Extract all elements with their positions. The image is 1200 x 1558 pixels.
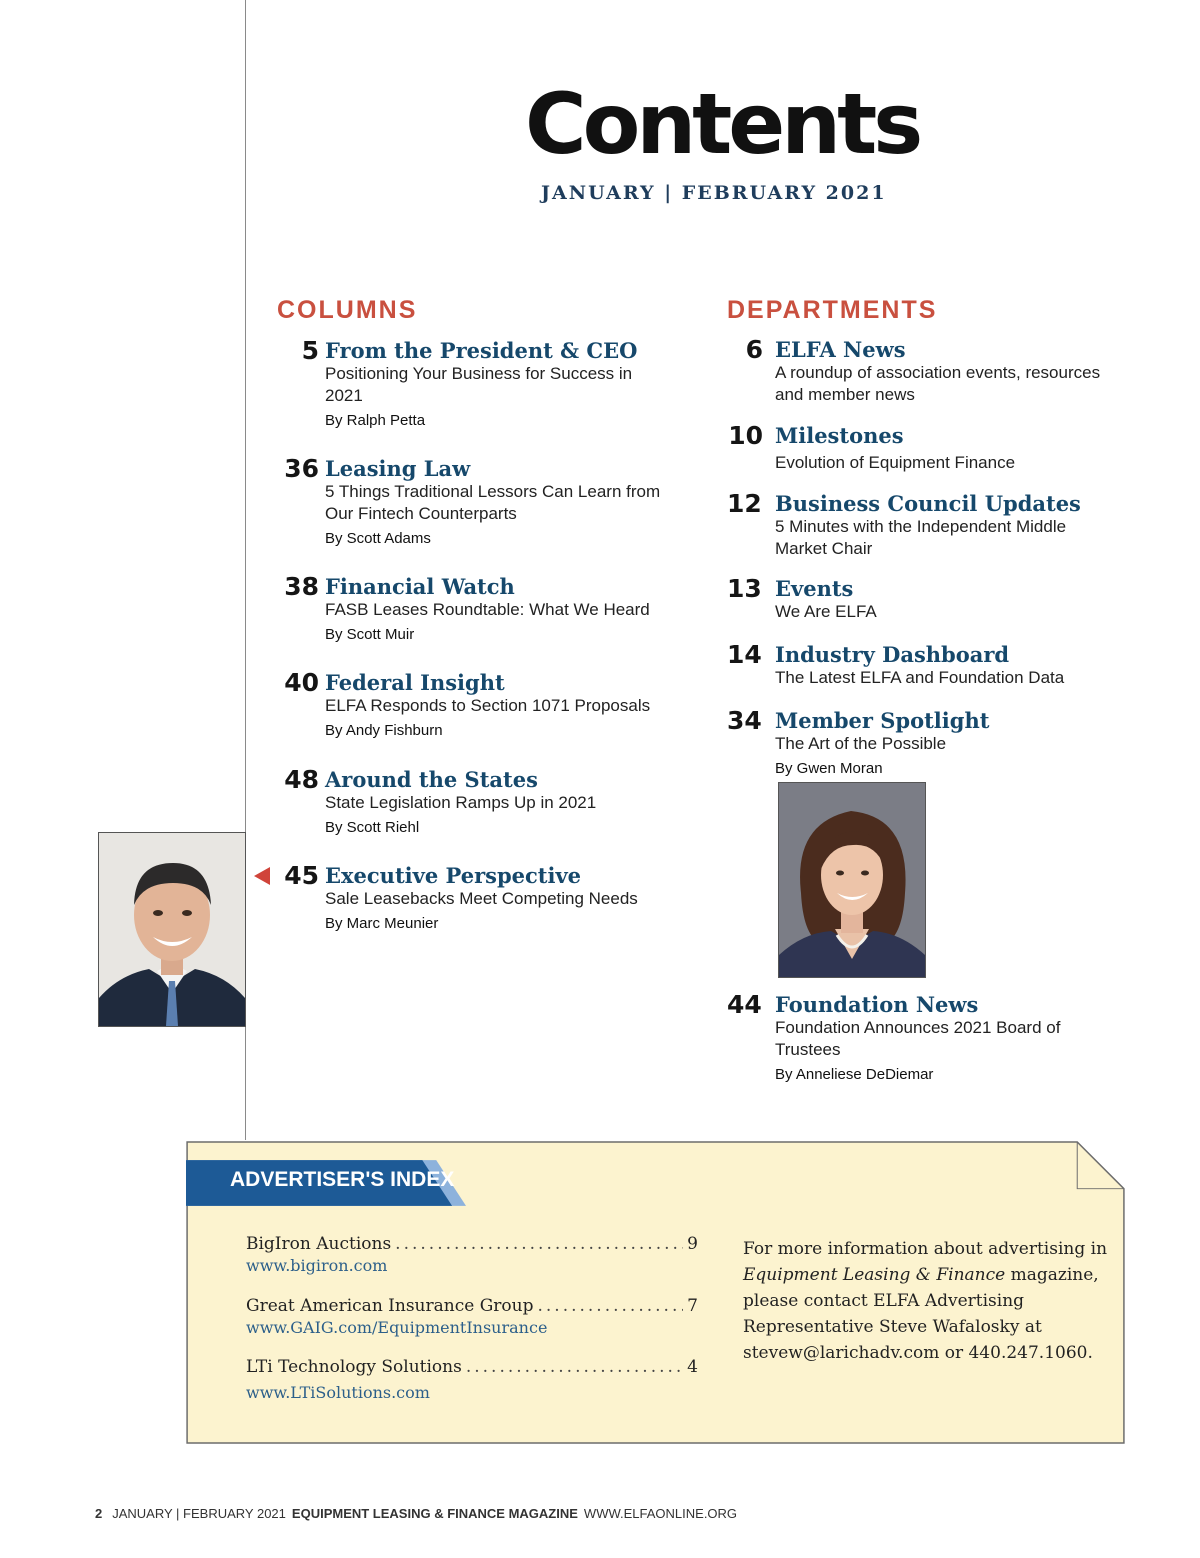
entry-byline: By Anneliese DeDiemar [775, 1066, 934, 1083]
advertiser-page: 7 [687, 1296, 698, 1316]
executive-portrait [98, 832, 246, 1027]
entry-title[interactable]: Business Council Updates [775, 491, 1081, 516]
advertiser-name: BigIron Auctions [246, 1234, 392, 1254]
advertiser-name: LTi Technology Solutions [246, 1357, 462, 1377]
entry-description: Foundation Announces 2021 Board of Trustees [775, 1018, 1061, 1059]
magazine-name: Equipment Leasing & Finance [743, 1265, 1006, 1285]
entry-title[interactable]: Industry Dashboard [775, 642, 1010, 667]
columns-heading: COLUMNS [277, 296, 418, 324]
page-number: 6 [745, 335, 763, 364]
footer-page-number: 2 [95, 1506, 103, 1521]
entry-title[interactable]: Federal Insight [325, 670, 505, 695]
advertiser-page: 4 [687, 1357, 698, 1377]
entry-byline: By Gwen Moran [775, 760, 883, 777]
entry-title[interactable]: Events [775, 576, 854, 601]
departments-heading: DEPARTMENTS [727, 296, 938, 324]
entry-description: 5 Things Traditional Lessors Can Learn from Our Fintech Counterparts [325, 482, 661, 523]
page-title: Contents [525, 75, 920, 173]
page-number: 44 [727, 990, 762, 1019]
entry-byline: By Scott Muir [325, 626, 415, 643]
entry-description: A roundup of association events, resources and member news [775, 363, 1101, 404]
entry-byline: By Andy Fishburn [325, 722, 443, 739]
contact-text-start: For more information about advertising in [743, 1239, 1108, 1259]
advertiser-url[interactable]: www.bigiron.com [246, 1256, 388, 1275]
advertising-contact-info [743, 1236, 1113, 1366]
page-number: 38 [284, 572, 319, 601]
entry-title[interactable]: Milestones [775, 423, 904, 448]
footer-issue: JANUARY | FEBRUARY 2021 [112, 1506, 286, 1521]
entry-title[interactable]: Foundation News [775, 992, 979, 1017]
entry-title[interactable]: Executive Perspective [325, 863, 582, 888]
entry-title[interactable]: From the President & CEO [325, 338, 638, 363]
entry-description: Positioning Your Business for Success in 2021 [325, 364, 633, 405]
leader-dots [537, 1296, 683, 1316]
pointer-arrow-icon [254, 867, 270, 885]
leader-dots [466, 1357, 683, 1377]
entry-description: The Latest ELFA and Foundation Data [775, 668, 1065, 687]
entry-byline: By Ralph Petta [325, 412, 426, 429]
leader-dots [395, 1234, 683, 1254]
footer-website[interactable]: WWW.ELFAONLINE.ORG [583, 1506, 738, 1521]
issue-date: JANUARY | FEBRUARY 2021 [541, 182, 887, 204]
advertiser-entry [246, 1357, 698, 1402]
advertiser-entry [246, 1296, 698, 1337]
entry-byline: By Marc Meunier [325, 915, 439, 932]
page-number: 45 [284, 861, 319, 890]
page-number: 5 [301, 336, 319, 365]
page-number: 12 [727, 489, 762, 518]
advertiser-entry [246, 1234, 698, 1275]
entry-description: FASB Leases Roundtable: What We Heard [325, 600, 650, 619]
advertiser-url[interactable]: www.GAIG.com/EquipmentInsurance [246, 1318, 548, 1337]
contact-text-end: magazine, please contact ELFA Advertising Representative Steve Wafalosky at stevew@larichadv.com or 440.247.1060. [743, 1265, 1099, 1363]
entry-description: The Art of the Possible [775, 734, 947, 753]
entry-description: State Legislation Ramps Up in 2021 [325, 793, 597, 812]
spotlight-portrait [778, 782, 926, 978]
page-number: 36 [284, 454, 319, 483]
advertiser-url[interactable]: www.LTiSolutions.com [246, 1383, 430, 1402]
entry-description: Sale Leasebacks Meet Competing Needs [325, 889, 638, 908]
entry-description: 5 Minutes with the Independent Middle Market Chair [775, 517, 1067, 558]
entry-description: We Are ELFA [775, 602, 877, 621]
page-number: 48 [284, 765, 319, 794]
entry-description: ELFA Responds to Section 1071 Proposals [325, 696, 651, 715]
page-number: 13 [727, 574, 762, 603]
entry-byline: By Scott Riehl [325, 819, 420, 836]
entry-title[interactable]: Member Spotlight [775, 708, 990, 733]
entry-title[interactable]: Around the States [325, 767, 538, 792]
page-number: 10 [728, 421, 763, 450]
entry-byline: By Scott Adams [325, 530, 431, 547]
entry-description: Evolution of Equipment Finance [775, 453, 1016, 472]
page-number: 34 [727, 706, 762, 735]
advertisers-index-heading: ADVERTISER'S INDEX [230, 1168, 455, 1191]
page-number: 14 [727, 640, 762, 669]
footer-magazine: EQUIPMENT LEASING & FINANCE MAGAZINE [291, 1506, 578, 1521]
page-footer [95, 1506, 737, 1521]
entry-title[interactable]: Leasing Law [325, 456, 471, 481]
entry-title[interactable]: ELFA News [775, 337, 906, 362]
entry-title[interactable]: Financial Watch [325, 574, 515, 599]
page-number: 40 [284, 668, 319, 697]
advertiser-name: Great American Insurance Group [246, 1296, 534, 1316]
advertiser-page: 9 [687, 1234, 698, 1254]
